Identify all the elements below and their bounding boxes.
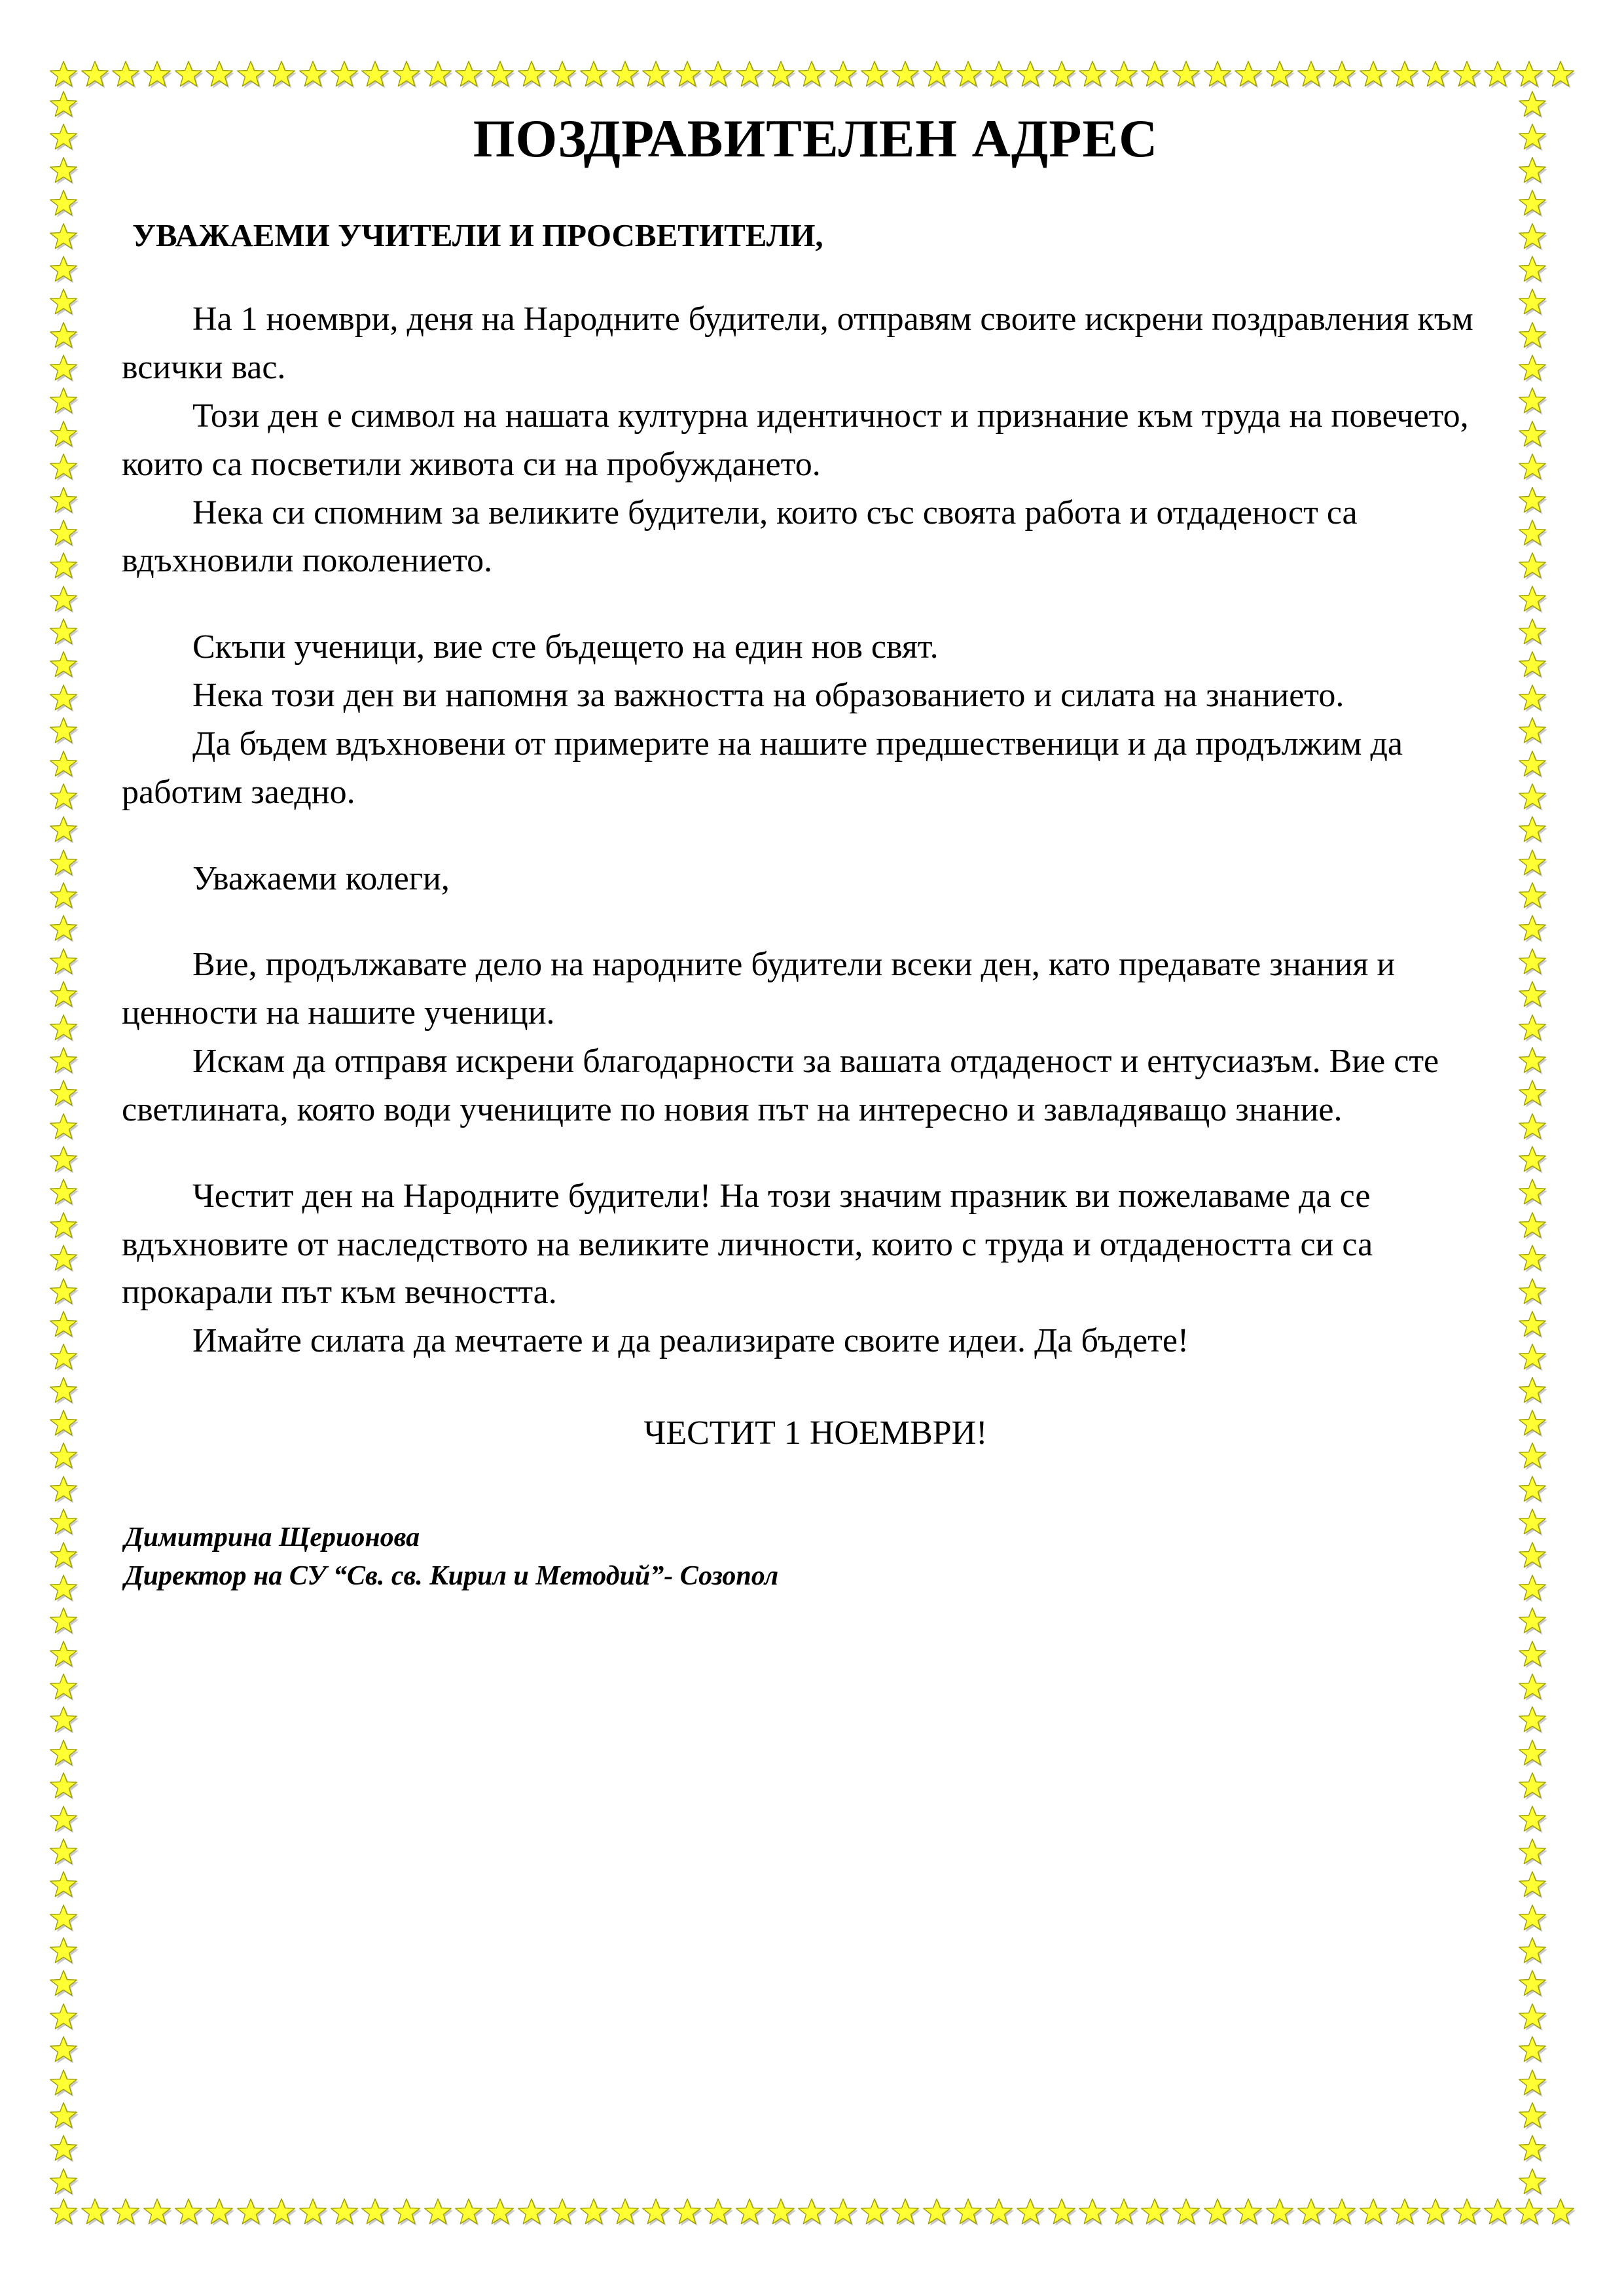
paragraph-7-colleagues-salutation: Уважаеми колеги, <box>192 859 450 897</box>
star-icon <box>48 254 79 284</box>
star-icon <box>48 2100 79 2130</box>
star-icon <box>48 683 79 713</box>
star-icon <box>142 2197 172 2227</box>
star-icon <box>48 1309 79 1339</box>
star-icon <box>890 59 920 89</box>
star-icon <box>1233 2197 1263 2227</box>
paragraph-8: Вие, продължавате дело на народните будители всеки ден, като предавате знания и ценности на нашите ученици. <box>122 946 1396 1032</box>
star-icon <box>1140 2197 1170 2227</box>
star-icon <box>48 320 79 350</box>
star-icon <box>48 2197 79 2227</box>
paragraph-10: Честит ден на Народните будители! На този значим празник ви пожелаваме да се вдъхновите от наследството на великите личности, които с труда и отдадеността си са прокарали път към вечността. <box>122 1177 1373 1312</box>
star-icon <box>48 353 79 383</box>
star-icon <box>48 155 79 185</box>
star-icon <box>1517 1968 1547 1998</box>
star-icon <box>610 59 640 89</box>
star-icon <box>48 1605 79 1636</box>
star-icon <box>1517 946 1547 977</box>
star-icon <box>48 880 79 910</box>
star-icon <box>423 59 453 89</box>
star-icon <box>1517 1672 1547 1702</box>
star-icon <box>48 1540 79 1570</box>
star-icon <box>48 2133 79 2163</box>
star-icon <box>48 1507 79 1537</box>
star-icon <box>859 59 890 89</box>
star-icon <box>1358 2197 1388 2227</box>
star-icon <box>1517 1375 1547 1405</box>
star-icon <box>48 1408 79 1438</box>
star-icon <box>953 2197 983 2227</box>
signature-block <box>122 1518 1509 1596</box>
star-icon <box>1517 550 1547 581</box>
star-icon <box>1517 1738 1547 1768</box>
star-icon <box>1517 1704 1547 1734</box>
star-icon <box>1296 2197 1326 2227</box>
star-icon <box>579 2197 609 2227</box>
star-icon <box>236 59 266 89</box>
star-icon <box>48 1770 79 1801</box>
star-icon <box>329 59 359 89</box>
star-icon <box>1517 1903 1547 1933</box>
star-border-column-right <box>1517 89 1547 2197</box>
star-icon <box>1517 1573 1547 1603</box>
star-icon <box>672 2197 702 2227</box>
star-border-row-top <box>48 59 1576 89</box>
star-icon <box>48 1738 79 1768</box>
star-icon <box>641 2197 671 2227</box>
star-icon <box>1517 1078 1547 1108</box>
star-icon <box>1517 221 1547 251</box>
star-icon <box>1517 913 1547 943</box>
star-icon <box>547 59 577 89</box>
star-icon <box>485 59 515 89</box>
star-icon <box>1517 715 1547 745</box>
star-icon <box>1483 2197 1513 2227</box>
paragraph-11: Имайте силата да мечтаете и да реализирате своите идеи. Да бъдете! <box>192 1322 1189 1360</box>
star-icon <box>1517 518 1547 548</box>
star-icon <box>1517 1639 1547 1669</box>
star-icon <box>1517 2133 1547 2163</box>
star-icon <box>1517 1770 1547 1801</box>
star-icon <box>48 1672 79 1702</box>
star-icon <box>1517 2100 1547 2130</box>
star-icon <box>48 946 79 977</box>
star-icon <box>48 1441 79 1471</box>
star-icon <box>48 913 79 943</box>
star-icon <box>204 59 234 89</box>
star-icon <box>1517 1045 1547 1075</box>
star-icon <box>984 2197 1014 2227</box>
star-icon <box>80 2197 110 2227</box>
star-icon <box>48 979 79 1009</box>
star-icon <box>1517 155 1547 185</box>
star-icon <box>1517 419 1547 449</box>
star-icon <box>48 1968 79 1998</box>
star-icon <box>1545 2197 1576 2227</box>
star-icon <box>1327 59 1357 89</box>
star-icon <box>1517 1013 1547 1043</box>
star-icon <box>953 59 983 89</box>
paragraph-2: Този ден е символ на нашата културна идентичност и признание към труда на повечето, които са посветили живота си на пробуждането. <box>122 397 1469 483</box>
star-icon <box>1517 649 1547 679</box>
star-icon <box>1517 1605 1547 1636</box>
star-icon <box>579 59 609 89</box>
star-icon <box>1390 59 1420 89</box>
star-icon <box>48 2166 79 2197</box>
paragraph-spacer <box>122 903 1509 941</box>
star-icon <box>672 59 702 89</box>
star-icon <box>1545 59 1576 89</box>
star-icon <box>391 59 422 89</box>
star-icon <box>1171 2197 1201 2227</box>
star-icon <box>48 848 79 878</box>
star-icon <box>48 122 79 152</box>
star-icon <box>48 2034 79 2064</box>
star-icon <box>1517 2166 1547 2197</box>
star-icon <box>1015 2197 1045 2227</box>
star-icon <box>703 59 733 89</box>
star-icon <box>1047 2197 1077 2227</box>
signature-name: Димитрина Щерионова <box>124 1522 420 1552</box>
star-icon <box>204 2197 234 2227</box>
star-icon <box>1483 59 1513 89</box>
star-icon <box>360 2197 390 2227</box>
star-icon <box>1514 2197 1544 2227</box>
star-icon <box>48 715 79 745</box>
star-icon <box>111 2197 141 2227</box>
star-icon <box>1517 287 1547 317</box>
star-icon <box>236 2197 266 2227</box>
star-icon <box>828 2197 858 2227</box>
star-icon <box>766 59 796 89</box>
star-icon <box>1265 59 1295 89</box>
star-icon <box>48 1276 79 1306</box>
star-icon <box>734 59 765 89</box>
star-icon <box>1517 1935 1547 1965</box>
star-icon <box>1517 353 1547 383</box>
star-icon <box>1517 979 1547 1009</box>
star-icon <box>1517 89 1547 119</box>
star-icon <box>1517 1441 1547 1471</box>
paragraph-3: Нека си спомним за великите будители, които със своята работа и отдаденост са вдъхновили поколението. <box>122 493 1358 580</box>
star-icon <box>48 2001 79 2032</box>
star-icon <box>1296 59 1326 89</box>
star-icon <box>48 617 79 647</box>
star-icon <box>485 2197 515 2227</box>
star-icon <box>48 1704 79 1734</box>
document-content <box>122 110 1509 1596</box>
star-icon <box>48 59 79 89</box>
star-icon <box>828 59 858 89</box>
star-icon <box>1517 2068 1547 2098</box>
closing-greeting: ЧЕСТИТ 1 НОЕМВРИ! <box>643 1414 988 1452</box>
star-icon <box>80 59 110 89</box>
star-icon <box>1233 59 1263 89</box>
star-icon <box>1517 1408 1547 1438</box>
star-icon <box>1517 1837 1547 1867</box>
star-icon <box>48 749 79 779</box>
paragraph-4: Скъпи ученици, вие сте бъдещето на един нов свят. <box>192 628 939 666</box>
star-icon <box>1517 749 1547 779</box>
star-icon <box>1517 848 1547 878</box>
star-icon <box>1517 880 1547 910</box>
star-icon <box>1077 2197 1108 2227</box>
star-icon <box>1517 122 1547 152</box>
star-icon <box>1517 320 1547 350</box>
star-icon <box>1517 1243 1547 1273</box>
star-icon <box>1517 2034 1547 2064</box>
star-icon <box>922 2197 952 2227</box>
star-icon <box>329 2197 359 2227</box>
star-icon <box>1517 1309 1547 1339</box>
star-icon <box>298 2197 328 2227</box>
star-icon <box>1517 617 1547 647</box>
star-icon <box>1517 1111 1547 1141</box>
star-icon <box>1358 59 1388 89</box>
star-icon <box>1202 2197 1233 2227</box>
star-border-column-left <box>48 89 79 2197</box>
star-icon <box>547 2197 577 2227</box>
star-icon <box>266 59 297 89</box>
star-icon <box>1517 781 1547 812</box>
page-title: ПОЗДРАВИТЕЛЕН АДРЕС <box>473 109 1159 168</box>
star-icon <box>266 2197 297 2227</box>
paragraph-spacer <box>122 1134 1509 1172</box>
star-icon <box>1265 2197 1295 2227</box>
star-icon <box>516 59 547 89</box>
star-icon <box>1171 59 1201 89</box>
star-icon <box>48 1210 79 1240</box>
star-icon <box>797 2197 827 2227</box>
paragraph-spacer <box>122 817 1509 855</box>
star-icon <box>1327 2197 1357 2227</box>
star-icon <box>1517 683 1547 713</box>
star-icon <box>298 59 328 89</box>
star-icon <box>48 814 79 844</box>
star-icon <box>1420 59 1451 89</box>
star-icon <box>48 1474 79 1504</box>
star-icon <box>48 584 79 614</box>
star-icon <box>1047 59 1077 89</box>
star-icon <box>173 2197 204 2227</box>
star-icon <box>1390 2197 1420 2227</box>
star-icon <box>48 1903 79 1933</box>
star-icon <box>1452 59 1482 89</box>
star-icon <box>48 452 79 482</box>
star-icon <box>703 2197 733 2227</box>
paragraph-5: Нека този ден ви напомня за важността на образованието и силата на знанието. <box>192 677 1344 715</box>
star-icon <box>1077 59 1108 89</box>
star-icon <box>1109 59 1139 89</box>
star-icon <box>1517 1276 1547 1306</box>
star-icon <box>454 59 484 89</box>
star-icon <box>48 1078 79 1108</box>
star-icon <box>1517 1342 1547 1372</box>
star-icon <box>922 59 952 89</box>
star-icon <box>391 2197 422 2227</box>
paragraph-9: Искам да отправя искрени благодарности за вашата отдаденост и ентусиазъм. Вие сте светлината, която води учениците по новия път на интересно и завладяващо знание. <box>122 1043 1439 1128</box>
paragraph-6: Да бъдем вдъхновени от примерите на нашите предшественици и да продължим да работим заедно. <box>122 725 1403 811</box>
star-icon <box>48 1804 79 1834</box>
star-icon <box>48 649 79 679</box>
star-icon <box>1420 2197 1451 2227</box>
star-icon <box>48 1144 79 1174</box>
star-icon <box>1517 1804 1547 1834</box>
star-icon <box>48 1243 79 1273</box>
star-icon <box>516 2197 547 2227</box>
paragraph-1: На 1 ноември, деня на Народните будители, отправям своите искрени поздравления към всички вас. <box>122 300 1473 387</box>
star-icon <box>48 188 79 218</box>
star-icon <box>734 2197 765 2227</box>
star-icon <box>1517 1869 1547 1899</box>
star-icon <box>142 59 172 89</box>
star-icon <box>890 2197 920 2227</box>
star-icon <box>48 1869 79 1899</box>
salutation: УВАЖАЕМИ УЧИТЕЛИ И ПРОСВЕТИТЕЛИ, <box>132 217 823 253</box>
star-icon <box>1517 1540 1547 1570</box>
star-icon <box>423 2197 453 2227</box>
star-icon <box>1517 2001 1547 2032</box>
star-icon <box>48 518 79 548</box>
star-icon <box>48 419 79 449</box>
star-icon <box>1517 452 1547 482</box>
star-icon <box>48 1837 79 1867</box>
star-icon <box>1517 1507 1547 1537</box>
star-icon <box>48 386 79 416</box>
star-icon <box>454 2197 484 2227</box>
star-icon <box>48 1639 79 1669</box>
star-icon <box>1514 59 1544 89</box>
star-icon <box>1015 59 1045 89</box>
star-icon <box>1109 2197 1139 2227</box>
star-icon <box>1202 59 1233 89</box>
star-icon <box>1517 1474 1547 1504</box>
star-icon <box>1140 59 1170 89</box>
star-icon <box>1517 1144 1547 1174</box>
star-icon <box>610 2197 640 2227</box>
star-icon <box>1517 254 1547 284</box>
star-icon <box>48 1111 79 1141</box>
star-icon <box>984 59 1014 89</box>
star-icon <box>48 2068 79 2098</box>
star-border-row-bottom <box>48 2197 1576 2227</box>
star-icon <box>48 287 79 317</box>
star-icon <box>48 1045 79 1075</box>
star-icon <box>1452 2197 1482 2227</box>
star-icon <box>48 1375 79 1405</box>
star-icon <box>111 59 141 89</box>
star-icon <box>1517 1177 1547 1207</box>
star-icon <box>173 59 204 89</box>
star-icon <box>360 59 390 89</box>
star-icon <box>48 1935 79 1965</box>
star-icon <box>48 550 79 581</box>
star-icon <box>48 1013 79 1043</box>
star-icon <box>48 781 79 812</box>
star-icon <box>48 89 79 119</box>
star-icon <box>48 485 79 515</box>
star-icon <box>48 221 79 251</box>
star-icon <box>1517 485 1547 515</box>
star-icon <box>641 59 671 89</box>
star-icon <box>1517 386 1547 416</box>
star-icon <box>766 2197 796 2227</box>
star-icon <box>48 1177 79 1207</box>
star-icon <box>797 59 827 89</box>
star-icon <box>1517 814 1547 844</box>
star-icon <box>48 1573 79 1603</box>
star-icon <box>48 1342 79 1372</box>
signature-position: Директор на СУ “Св. св. Кирил и Методий”- Созопол <box>124 1561 779 1592</box>
star-icon <box>1517 1210 1547 1240</box>
star-icon <box>859 2197 890 2227</box>
star-icon <box>1517 584 1547 614</box>
star-icon <box>1517 188 1547 218</box>
paragraph-spacer <box>122 585 1509 623</box>
